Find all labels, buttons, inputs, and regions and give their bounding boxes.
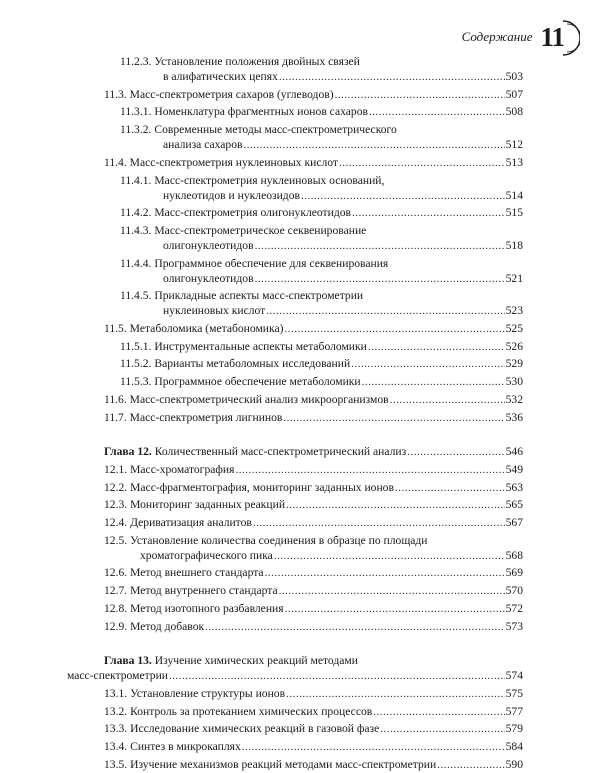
toc-page-number: 514 xyxy=(505,188,523,202)
toc-dot-leader xyxy=(235,463,504,478)
toc-entry-number: 13.1. xyxy=(104,686,128,700)
toc-entry-title xyxy=(120,339,367,354)
toc-entry-continuation xyxy=(163,271,523,287)
toc-chapter-label: Глава 13. xyxy=(104,654,152,668)
toc-entry-text: Масс-спектрометрия лигнинов xyxy=(129,410,283,424)
toc-entry-text: Метод изотопного разбавления xyxy=(130,601,284,615)
toc-entry-title xyxy=(104,480,394,495)
toc-entry-title xyxy=(120,288,363,303)
toc-entry-number: 11.4.1. xyxy=(120,173,152,187)
toc-entry-line xyxy=(104,480,523,496)
toc-page-number: 563 xyxy=(505,480,523,494)
toc-entry-text: Исследование химических реакций в газовой фазе xyxy=(130,722,380,736)
toc-dot-leader xyxy=(335,88,505,103)
toc-entry-text: Современные методы масс-спектрометрического xyxy=(154,123,397,137)
toc-entry-continuation xyxy=(163,137,523,153)
toc-entry-number: 13.5. xyxy=(104,757,128,771)
toc-page-number: 526 xyxy=(505,339,523,353)
toc-entry-title xyxy=(120,54,360,69)
toc-entry-text: Масс-спектрометрический анализ микроорганизмов xyxy=(129,392,389,406)
toc-entry-title xyxy=(104,444,406,459)
toc-page-number: 573 xyxy=(505,619,523,633)
toc-entry-number: 11.5. xyxy=(104,322,127,335)
toc-entry-text: Масс-спектрометрия нуклеиновых кислот xyxy=(129,155,338,169)
toc-dot-leader xyxy=(279,584,505,599)
toc-entry-line xyxy=(104,155,523,171)
toc-entry-title xyxy=(104,87,334,102)
toc-page-number: 536 xyxy=(505,410,523,424)
toc-dot-leader xyxy=(380,722,504,737)
toc-entry-continuation xyxy=(140,548,523,564)
toc-entry-line xyxy=(104,565,523,581)
toc-entry-text: Номенклатура фрагментных ионов сахаров xyxy=(154,105,368,119)
toc-page-number: 532 xyxy=(505,392,523,406)
toc-entry-text: Дериватизация аналитов xyxy=(130,516,252,529)
toc-page-number: 567 xyxy=(505,516,523,529)
toc-entry-number: 13.4. xyxy=(104,740,128,753)
toc-page-number: 565 xyxy=(505,498,523,512)
toc-page-number: 518 xyxy=(505,238,523,252)
toc-dot-leader xyxy=(169,669,505,684)
toc-entry-text: Мониторинг заданных реакций xyxy=(130,498,286,512)
toc-page-number: 508 xyxy=(505,105,523,119)
toc-entry-line xyxy=(104,619,523,635)
toc-entry-number: 12.3. xyxy=(104,498,128,512)
toc-dot-leader xyxy=(373,705,504,720)
toc-dot-leader xyxy=(286,687,505,702)
toc-entry-text: Масс-хроматография xyxy=(130,462,235,476)
toc-dot-leader xyxy=(351,357,504,372)
toc-entry-continuation-text: в алифатических цепях xyxy=(163,70,278,83)
toc-entry-text: Варианты метаболомных исследований xyxy=(154,357,351,371)
toc-entry-line xyxy=(120,374,523,390)
toc-chapter-label: Глава 12. xyxy=(104,445,152,459)
toc-page-number: 549 xyxy=(505,462,523,476)
toc-entry-line xyxy=(104,704,523,720)
toc-entry-title xyxy=(104,619,204,634)
toc-entry-line xyxy=(104,515,523,531)
toc-entry-title xyxy=(104,739,241,754)
toc-page-number: 572 xyxy=(505,601,523,615)
toc-entry-number: 12.2. xyxy=(104,480,128,494)
toc-dot-leader xyxy=(390,393,505,408)
toc-entry-continuation xyxy=(163,238,523,254)
toc-page-number: 525 xyxy=(505,322,523,335)
toc-entry-title xyxy=(104,533,428,548)
toc-dot-leader xyxy=(352,206,505,221)
toc-dot-leader xyxy=(255,272,505,287)
toc-entry-number: 12.8. xyxy=(104,601,128,615)
toc-dot-leader xyxy=(301,189,505,204)
toc-page-number: 512 xyxy=(505,138,523,152)
toc-entry-continuation xyxy=(163,303,523,319)
toc-entry-text: Количественный масс-спектрометрический анализ xyxy=(154,445,407,459)
toc-page-number: 570 xyxy=(505,584,523,598)
toc-entry-number: 11.4. xyxy=(104,155,127,169)
toc-entry-number: 13.2. xyxy=(104,704,128,718)
toc-dot-leader xyxy=(369,105,505,120)
toc-entry-title xyxy=(104,704,372,719)
toc-entry-number: 12.1. xyxy=(104,462,128,476)
toc-page-number: 521 xyxy=(505,271,523,285)
toc-dot-leader xyxy=(205,620,504,635)
toc-entry-text: Метод добавок xyxy=(130,619,205,633)
toc-dot-leader xyxy=(244,138,505,153)
toc-entry-line xyxy=(104,462,523,478)
toc-entry-number: 11.3.1. xyxy=(120,105,152,119)
toc-entry-text: Установление количества соединения в образце по площади xyxy=(130,533,428,547)
running-header xyxy=(462,22,564,52)
toc-entry-text: Масс-спектрометрия нуклеиновых оснований, xyxy=(154,173,385,187)
toc-entry-line xyxy=(104,497,523,513)
toc-chapter-line xyxy=(104,444,523,460)
toc-entry-continuation-text: олигонуклеотидов xyxy=(163,238,254,252)
toc-dot-leader xyxy=(284,322,504,337)
toc-entry-text: Программное обеспечение метаболомики xyxy=(154,375,361,389)
toc-entry-title xyxy=(120,223,366,238)
toc-entry-title xyxy=(120,356,350,371)
toc-dot-leader xyxy=(362,375,505,390)
toc-entry-title xyxy=(104,686,285,701)
toc-chapter-line xyxy=(104,653,523,668)
page-number-badge xyxy=(540,21,564,52)
toc-entry-line xyxy=(104,601,523,617)
toc-entry-line xyxy=(120,223,523,238)
toc-entry-title xyxy=(104,583,278,598)
toc-entry-line xyxy=(104,87,523,103)
toc-entry-line xyxy=(104,686,523,702)
toc-entry-text: Метод внешнего стандарта xyxy=(130,566,264,580)
toc-page-number: 529 xyxy=(505,357,523,371)
toc-entry-number: 11.3.2. xyxy=(120,123,152,137)
toc-entry-number: 11.4.3. xyxy=(120,223,152,237)
toc-entry-continuation-text: олигонуклеотидов xyxy=(163,271,254,285)
page-number: 11 xyxy=(540,21,564,52)
toc-entry-number: 13.3. xyxy=(104,722,128,736)
toc-entry-title xyxy=(104,462,234,477)
toc-entry-line xyxy=(120,173,523,188)
toc-entry-number: 11.3. xyxy=(104,87,127,101)
toc-entry-title xyxy=(104,155,338,170)
toc-entry-line xyxy=(104,739,523,755)
toc-entry-text: Изучение химических реакций методами xyxy=(154,654,358,668)
toc-page-number: 523 xyxy=(505,304,523,318)
toc-entry-text: Масс-фрагментография, мониторинг заданных ионов xyxy=(130,480,394,494)
toc-entry-title xyxy=(104,497,285,512)
toc-entry-title xyxy=(104,565,264,580)
toc-dot-leader xyxy=(265,566,505,581)
toc-dot-leader xyxy=(286,498,505,513)
toc-entry-title xyxy=(104,410,282,425)
toc-entry-text: Установление структуры ионов xyxy=(130,686,286,700)
toc-page-number: 503 xyxy=(505,70,523,83)
toc-page-number: 577 xyxy=(505,704,523,718)
toc-entry-line xyxy=(120,256,523,271)
toc-entry-line xyxy=(104,392,523,408)
toc-dot-leader xyxy=(368,340,505,355)
toc-page-number: 507 xyxy=(505,87,523,101)
toc-entry-number: 11.6. xyxy=(104,392,127,406)
page-number-arc-icon xyxy=(560,19,580,57)
toc-entry-line xyxy=(120,54,523,69)
toc-entry-line xyxy=(104,533,523,548)
toc-entry-number: 11.2.3. xyxy=(120,55,152,68)
running-header-title: Содержание xyxy=(461,29,533,44)
toc-entry-number: 12.6. xyxy=(104,566,128,580)
toc-dot-leader xyxy=(339,156,505,171)
toc-entry-text: Изучение механизмов реакций методами масс-спектрометрии xyxy=(130,757,437,771)
toc-entry-line xyxy=(104,757,523,773)
toc-entry-text: Синтез в микрокаплях xyxy=(130,740,241,753)
toc-entry-title xyxy=(104,653,358,668)
toc-entry-title xyxy=(120,104,368,119)
toc-entry-continuation-text: нуклеотидов и нуклеозидов xyxy=(163,188,300,202)
toc-entry-number: 11.4.2. xyxy=(120,206,152,220)
toc-entry-text: Масс-спектрометрическое секвенирование xyxy=(154,223,367,237)
toc-entry-continuation-text: нуклеиновых кислот xyxy=(163,304,266,318)
toc-entry-text: Установление положения двойных связей xyxy=(154,55,360,68)
toc-page-number: 574 xyxy=(505,669,523,683)
toc-entry-line xyxy=(120,205,523,221)
toc-dot-leader xyxy=(266,304,504,319)
toc-entry-line xyxy=(120,356,523,372)
toc-entry-title xyxy=(104,392,389,407)
toc-entry-number: 11.4.4. xyxy=(120,256,152,270)
toc-dot-leader xyxy=(407,445,504,460)
toc-page-number: 568 xyxy=(505,548,523,562)
toc-dot-leader xyxy=(437,758,504,773)
toc-entry-continuation xyxy=(163,69,523,85)
toc-page-number: 575 xyxy=(505,686,523,700)
toc-entry-title xyxy=(120,173,384,188)
toc-entry-text: Масс-спектрометрия олигонуклеотидов xyxy=(154,206,351,220)
toc-entry-text: Метод внутреннего стандарта xyxy=(130,584,278,598)
toc-entry-text: Масс-спектрометрия сахаров (углеводов) xyxy=(129,87,334,101)
toc-entry-title xyxy=(120,205,351,220)
toc-entry-line xyxy=(104,583,523,599)
toc-page-number: 569 xyxy=(505,566,523,580)
toc-entry-line xyxy=(120,104,523,120)
toc-dot-leader xyxy=(242,740,505,755)
toc-dot-leader xyxy=(283,411,504,426)
toc-entry-number: 11.5.2. xyxy=(120,357,152,371)
toc-dot-leader xyxy=(279,70,505,85)
toc-entry-line xyxy=(104,321,523,337)
toc-entry-number: 11.5.1. xyxy=(120,339,152,353)
toc-entry-number: 12.9. xyxy=(104,619,128,633)
toc-entry-continuation xyxy=(163,188,523,204)
toc-entry-line xyxy=(104,721,523,737)
toc-entry-title xyxy=(104,321,283,336)
toc-entry-number: 12.7. xyxy=(104,584,128,598)
toc-entry-title xyxy=(104,721,379,736)
toc-dot-leader xyxy=(255,239,505,254)
toc-page-number: 584 xyxy=(505,740,523,753)
toc-dot-leader xyxy=(274,549,505,564)
toc-dot-leader xyxy=(285,602,505,617)
toc-entry-continuation-text: анализа сахаров xyxy=(163,138,243,152)
toc-entry-text: Инструментальные аспекты метаболомики xyxy=(154,339,367,353)
toc-entry-line xyxy=(120,122,523,137)
toc-entry-number: 12.4. xyxy=(104,516,128,529)
toc-entry-title xyxy=(104,601,284,616)
toc-entry-number: 11.7. xyxy=(104,410,127,424)
toc-entry-line xyxy=(104,410,523,426)
toc-entry-title xyxy=(120,374,361,389)
toc-entry-continuation-text: хроматографического пика xyxy=(140,548,273,562)
toc-dot-leader xyxy=(253,516,505,531)
toc-page-number: 579 xyxy=(505,722,523,736)
toc-page-number: 530 xyxy=(505,375,523,389)
toc-entry-title xyxy=(120,122,397,137)
toc-page-number: 546 xyxy=(505,445,523,459)
toc-entry-title xyxy=(120,256,388,271)
toc-entry-text: Программное обеспечение для секвенирования xyxy=(154,256,389,270)
toc-entry-number: 11.5.3. xyxy=(120,375,152,389)
toc-entry-number: 12.5. xyxy=(104,533,128,547)
toc-entry-line xyxy=(120,339,523,355)
toc-entry-number: 11.4.5. xyxy=(120,289,152,303)
toc-entry-title xyxy=(104,757,436,772)
toc-entry-text: Прикладные аспекты масс-спектрометрии xyxy=(154,289,364,303)
toc-entry-text: Контроль за протеканием химических процессов xyxy=(130,704,373,718)
toc-entry-line xyxy=(120,288,523,303)
toc-page-number: 590 xyxy=(505,757,523,771)
toc-page-number: 515 xyxy=(505,206,523,220)
toc-entry-title xyxy=(104,515,252,530)
toc-entry-continuation xyxy=(67,668,523,684)
toc-page-number: 513 xyxy=(505,155,523,169)
toc-entry-text: Метаболомика (метабономика) xyxy=(129,322,284,335)
toc-entry-continuation-text: масс-спектрометрии xyxy=(67,669,169,683)
toc-dot-leader xyxy=(395,481,505,496)
